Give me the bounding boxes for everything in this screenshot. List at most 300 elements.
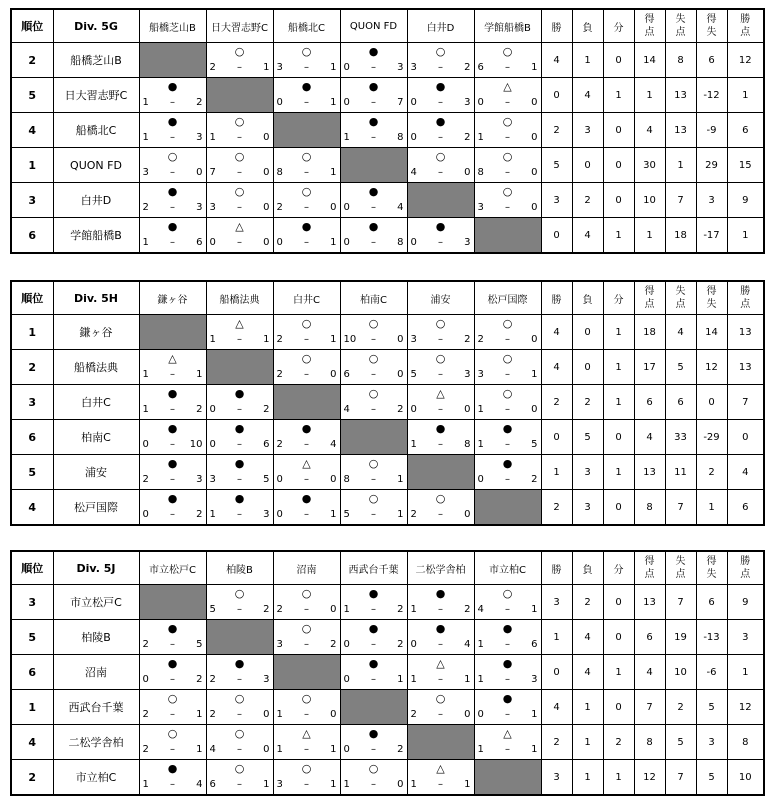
score-separator: – [237,674,242,685]
goals-scored: 0 [343,744,350,755]
match-result-cell [340,455,407,490]
goal-diff-value: 1 [696,490,727,526]
opponent-name: 鎌ヶ谷 [157,294,188,306]
match-score [143,237,203,249]
score-separator: – [304,167,309,178]
goals-scored: 5 [209,604,216,615]
match-score [143,404,203,416]
goals-scored: 8 [276,167,283,178]
match-result-cell [474,350,541,385]
match-score [411,167,471,179]
opponent-header [206,9,273,43]
team-name: 市立柏C [53,760,139,796]
goals-scored: 0 [343,639,350,650]
goals-conceded: 0 [263,237,270,248]
wins-value: 3 [541,760,572,796]
match-result-cell [139,620,206,655]
team-name: 白井C [53,385,139,420]
header-char: 得 [644,286,655,297]
goals-scored: 8 [477,167,484,178]
match-result-cell [340,585,407,620]
goals-scored: 5 [410,369,417,380]
score-separator: – [438,604,443,615]
match-result-cell [407,148,474,183]
team-rank: 2 [11,760,53,796]
match-result-cell [474,655,541,690]
score-separator: – [505,744,510,755]
result-symbol: ● [234,387,245,400]
opponent-header [273,281,340,315]
draws-value: 1 [603,455,634,490]
score-separator: – [438,132,443,143]
result-symbol: ○ [502,150,513,163]
goals-conceded: 2 [330,639,337,650]
match-score [210,334,270,346]
score-separator: – [438,167,443,178]
points-value: 1 [727,218,764,254]
goals-conceded: 1 [330,97,337,108]
stacked-header-text [645,555,655,581]
goals-scored: 3 [410,62,417,73]
result-symbol: ○ [435,150,446,163]
stacked-header-text [740,13,750,39]
score-separator: – [371,369,376,380]
opponent-name: 松戸国際 [487,294,528,306]
result-symbol: △ [235,220,244,233]
match-result-cell [206,420,273,455]
score-separator: – [505,604,510,615]
points-value: 0 [727,420,764,455]
score-separator: – [304,604,309,615]
goals-against-value: 2 [665,690,696,725]
table-row [11,350,764,385]
losses-value: 1 [572,760,603,796]
match-result-cell [407,420,474,455]
losses-value: 0 [572,148,603,183]
goals-conceded: 0 [263,167,270,178]
goals-conceded: 1 [531,709,538,720]
score-separator: – [438,674,443,685]
stacked-header-text [707,555,717,581]
goals-scored: 1 [410,674,417,685]
opponent-header [474,9,541,43]
header-char: 得 [706,556,717,567]
result-symbol: ○ [301,622,312,635]
goals-scored: 2 [209,62,216,73]
result-symbol: ○ [368,317,379,330]
match-score [344,202,404,214]
goals-conceded: 0 [263,709,270,720]
table-row [11,148,764,183]
match-score [210,604,270,616]
draws-value: 1 [603,78,634,113]
match-score [411,509,471,521]
match-score [210,132,270,144]
match-result-cell [206,585,273,620]
team-rank: 3 [11,183,53,218]
draws-header: 分 [603,9,634,43]
goals-conceded: 10 [189,439,203,450]
stacked-header-text [645,285,655,311]
opponent-name: 二松学舎柏 [415,564,466,576]
goals-conceded: 3 [464,369,471,380]
match-score [478,97,538,109]
match-result-cell [206,690,273,725]
points-value: 13 [727,350,764,385]
stacked-header-text [676,13,686,39]
team-name: 市立松戸C [53,585,139,620]
match-result-cell [273,218,340,254]
score-separator: – [304,97,309,108]
goals-scored: 0 [142,509,149,520]
draws-value: 1 [603,315,634,350]
self-match-cell [206,350,273,385]
result-symbol: ● [234,492,245,505]
result-symbol: ● [167,220,178,233]
match-score [143,509,203,521]
opponent-header [139,551,206,585]
match-result-cell [206,760,273,796]
score-separator: – [505,369,510,380]
wins-value: 3 [541,585,572,620]
score-separator: – [438,97,443,108]
match-score [143,167,203,179]
goals-conceded: 7 [397,97,404,108]
goals-conceded: 2 [464,62,471,73]
goals-conceded: 5 [531,439,538,450]
goals-scored: 1 [410,439,417,450]
goals-scored: 1 [276,744,283,755]
score-separator: – [170,167,175,178]
match-result-cell [206,655,273,690]
match-result-cell [340,655,407,690]
result-symbol: ○ [502,587,513,600]
score-separator: – [170,97,175,108]
goals-scored: 0 [343,202,350,213]
goals-conceded: 8 [397,132,404,143]
goals-conceded: 1 [397,509,404,520]
score-separator: – [237,132,242,143]
goals-against-value: 18 [665,218,696,254]
result-symbol: ● [435,422,446,435]
header-char: 勝 [740,14,751,25]
result-symbol: ● [167,185,178,198]
goals-for-value: 12 [634,760,665,796]
result-symbol: ● [301,80,312,93]
match-result-cell [139,218,206,254]
match-score [277,709,337,721]
goals-scored: 0 [276,237,283,248]
result-symbol: △ [436,657,445,670]
match-score [143,97,203,109]
points-value: 12 [727,690,764,725]
match-score [411,97,471,109]
rank-header: 順位 [11,9,53,43]
result-symbol: ● [435,622,446,635]
goals-conceded: 2 [397,604,404,615]
match-result-cell [474,315,541,350]
result-symbol: △ [302,727,311,740]
match-score [478,439,538,451]
score-separator: – [505,97,510,108]
header-char: 点 [675,569,686,580]
result-symbol: ○ [234,727,245,740]
goals-scored: 0 [142,674,149,685]
points-value: 1 [727,78,764,113]
goals-conceded: 5 [263,474,270,485]
self-match-cell [340,420,407,455]
result-symbol: ○ [234,150,245,163]
goals-scored: 8 [343,474,350,485]
goals-for-value: 18 [634,315,665,350]
match-result-cell [139,690,206,725]
self-match-cell [206,78,273,113]
team-name: 学館船橋B [53,218,139,254]
table-row [11,43,764,78]
score-separator: – [505,167,510,178]
match-score [344,62,404,74]
goal-diff-value: 14 [696,315,727,350]
draws-value: 0 [603,113,634,148]
team-name: 船橋北C [53,113,139,148]
goals-against-value: 7 [665,183,696,218]
losses-header: 負 [572,9,603,43]
result-symbol: ● [301,492,312,505]
table-row [11,690,764,725]
goals-conceded: 0 [330,202,337,213]
opponent-name: 白井D [426,22,455,34]
wins-value: 2 [541,725,572,760]
score-separator: – [170,132,175,143]
score-separator: – [371,779,376,790]
goals-scored: 1 [276,709,283,720]
match-result-cell [273,420,340,455]
goals-conceded: 0 [531,132,538,143]
goals-conceded: 3 [531,674,538,685]
result-symbol: ● [167,115,178,128]
goals-conceded: 2 [263,604,270,615]
match-score [344,334,404,346]
match-result-cell [139,655,206,690]
goals-scored: 3 [477,202,484,213]
division-table [10,280,765,526]
goals-conceded: 4 [464,639,471,650]
table-row [11,760,764,796]
team-rank: 1 [11,315,53,350]
match-result-cell [340,183,407,218]
score-separator: – [371,97,376,108]
goals-scored: 1 [477,439,484,450]
result-symbol: ● [502,422,513,435]
result-symbol: ○ [502,317,513,330]
draws-value: 2 [603,725,634,760]
score-separator: – [237,334,242,345]
goals-conceded: 2 [397,639,404,650]
match-score [344,97,404,109]
stacked-header-text [707,285,717,311]
result-symbol: ● [368,115,379,128]
opponent-name: 船橋北C [288,22,325,34]
goals-scored: 1 [209,334,216,345]
self-match-cell [340,690,407,725]
goals-for-value: 1 [634,78,665,113]
team-name: 柏陵B [53,620,139,655]
match-result-cell [139,725,206,760]
stacked-header-text [676,555,686,581]
draws-value: 1 [603,655,634,690]
result-symbol: ● [167,457,178,470]
result-symbol: ● [301,220,312,233]
goals-scored: 3 [477,369,484,380]
goals-for-value: 17 [634,350,665,385]
table-row [11,620,764,655]
match-result-cell [206,218,273,254]
header-char: 点 [740,27,751,38]
match-result-cell [407,218,474,254]
team-rank: 6 [11,655,53,690]
score-separator: – [304,744,309,755]
opponent-header [407,9,474,43]
table-row [11,585,764,620]
result-symbol: ● [368,587,379,600]
team-rank: 3 [11,585,53,620]
goals-scored: 1 [343,132,350,143]
match-result-cell [273,690,340,725]
goals-conceded: 1 [531,604,538,615]
goals-scored: 0 [209,439,216,450]
points-value: 10 [727,760,764,796]
score-separator: – [237,237,242,248]
goals-conceded: 0 [464,404,471,415]
match-score [143,779,203,791]
match-result-cell [474,148,541,183]
draws-header: 分 [603,281,634,315]
team-rank: 6 [11,420,53,455]
match-result-cell [206,183,273,218]
header-char: 得 [644,14,655,25]
goals-conceded: 1 [330,334,337,345]
score-separator: – [371,62,376,73]
opponent-header [206,281,273,315]
result-symbol: ● [167,422,178,435]
goals-scored: 1 [142,404,149,415]
wins-value: 0 [541,78,572,113]
points-value: 1 [727,655,764,690]
goal-diff-value: 0 [696,385,727,420]
match-result-cell [407,350,474,385]
goals-scored: 4 [477,604,484,615]
match-score [478,639,538,651]
result-symbol: ● [368,80,379,93]
score-separator: – [170,509,175,520]
result-symbol: ○ [234,762,245,775]
goals-scored: 2 [209,709,216,720]
match-result-cell [340,78,407,113]
result-symbol: ○ [435,692,446,705]
team-rank: 5 [11,620,53,655]
header-char: 点 [644,27,655,38]
goals-for-value: 4 [634,420,665,455]
match-score [210,474,270,486]
goals-conceded: 0 [464,167,471,178]
result-symbol: ○ [301,587,312,600]
opponent-name: QUON FD [349,20,398,32]
score-separator: – [438,334,443,345]
goals-for-value: 6 [634,620,665,655]
goals-scored: 0 [410,132,417,143]
match-score [478,744,538,756]
draws-value: 1 [603,350,634,385]
losses-value: 2 [572,183,603,218]
match-result-cell [474,585,541,620]
result-symbol: ○ [301,352,312,365]
goals-scored: 2 [142,202,149,213]
result-symbol: ○ [301,185,312,198]
goal-diff-value: -12 [696,78,727,113]
self-match-cell [273,655,340,690]
result-symbol: △ [436,762,445,775]
match-score [344,369,404,381]
draws-value: 0 [603,690,634,725]
result-symbol: ● [368,185,379,198]
self-match-cell [139,585,206,620]
losses-value: 3 [572,490,603,526]
goals-scored: 1 [477,674,484,685]
goals-conceded: 0 [397,369,404,380]
match-result-cell [407,760,474,796]
score-separator: – [170,237,175,248]
match-result-cell [340,385,407,420]
match-score [478,474,538,486]
match-result-cell [273,148,340,183]
points-value: 9 [727,585,764,620]
score-separator: – [505,202,510,213]
match-result-cell [273,43,340,78]
team-rank: 2 [11,43,53,78]
self-match-cell [407,455,474,490]
team-rank: 3 [11,385,53,420]
score-separator: – [371,674,376,685]
score-separator: – [371,202,376,213]
goals-scored: 3 [142,167,149,178]
score-separator: – [170,779,175,790]
goals-scored: 7 [209,167,216,178]
score-separator: – [237,62,242,73]
score-separator: – [304,237,309,248]
division-name: Div. 5G [53,9,139,43]
table-row [11,113,764,148]
score-separator: – [304,202,309,213]
result-symbol: ● [301,422,312,435]
goals-conceded: 2 [263,404,270,415]
score-separator: – [438,779,443,790]
match-score [277,202,337,214]
points-value: 9 [727,183,764,218]
match-score [411,439,471,451]
match-score [277,779,337,791]
goals-conceded: 6 [196,237,203,248]
score-separator: – [371,639,376,650]
goals-conceded: 6 [531,639,538,650]
goals-against-value: 4 [665,315,696,350]
goals-scored: 0 [276,97,283,108]
opponent-name: 沼南 [296,564,317,576]
goals-scored: 1 [477,132,484,143]
match-score [143,744,203,756]
opponent-header [139,281,206,315]
match-result-cell [206,725,273,760]
result-symbol: ○ [234,115,245,128]
